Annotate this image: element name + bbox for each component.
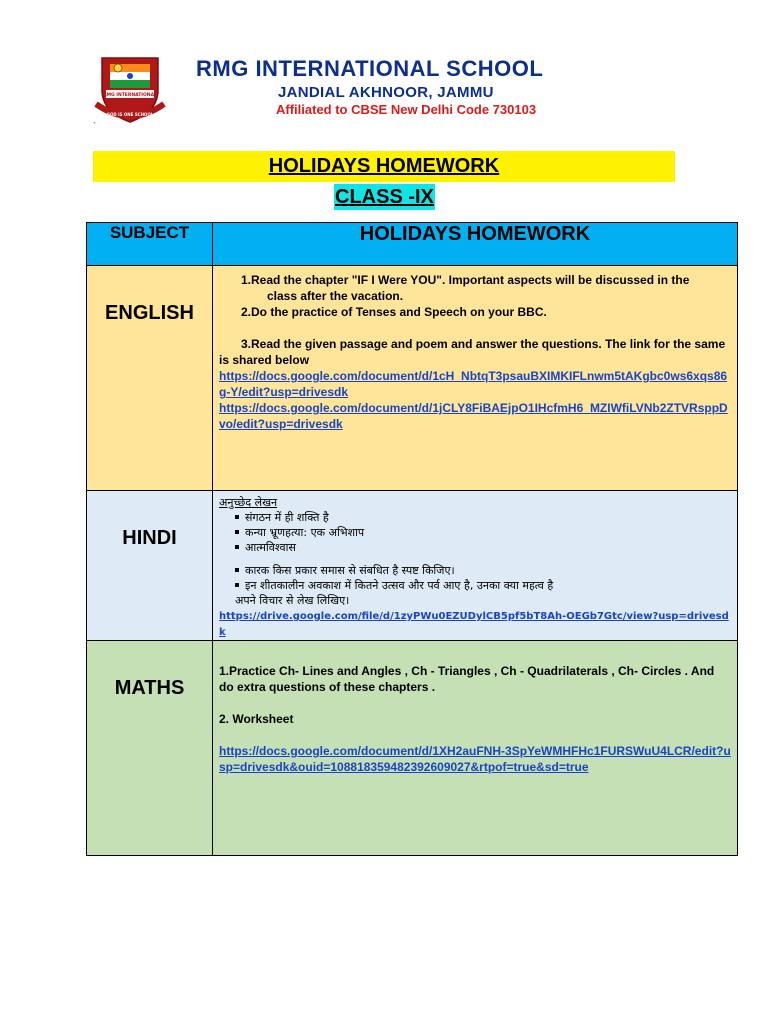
class-label: CLASS -IX [335, 186, 434, 208]
logo-text-bottom: GOD IS ONE SCHOOL [106, 112, 154, 117]
subject-maths: MATHS [87, 641, 213, 856]
hindi-topic: आत्मविश्वास [235, 540, 731, 555]
hindi-question-1: कारक किस प्रकार समास से संबधित है स्पष्ट किजिए। [235, 563, 731, 578]
logo-text-top: RMG INTERNATIONAL [103, 93, 157, 98]
homework-table [86, 222, 738, 856]
page-title: HOLIDAYS HOMEWORK [268, 155, 500, 177]
stray-mark: ` [93, 121, 96, 131]
english-task-1: 1.Read the chapter "IF I Were YOU". Important aspects will be discussed in the [241, 273, 690, 287]
english-link-2[interactable]: https://docs.google.com/document/d/1jCLY8FiBAEjpO1IHcfmH6_MZIWfiLVNb2ZTVRsppDvo/edit?usp=drivesdk [219, 401, 728, 431]
english-link-1[interactable]: https://docs.google.com/document/d/1cH_NbtqT3psauBXIMKIFLnwm5tAKgbc0ws6xqs86g-Y/edit?usp=drivesdk [219, 369, 728, 399]
hindi-question-2: इन शीतकालीन अवकाश में कितने उत्सव और पर्व आए है, उनका क्या महत्व है [235, 578, 731, 593]
hindi-question-2-cont: अपने विचार से लेख लिखिए। [235, 594, 350, 607]
school-header [56, 32, 704, 122]
subject-english: ENGLISH [87, 266, 213, 491]
hindi-heading: अनुच्छेद लेखन [219, 496, 278, 509]
school-address: JANDIAL AKHNOOR, JAMMU [278, 84, 494, 101]
english-homework [213, 266, 738, 491]
table-row-hindi [87, 491, 738, 641]
hindi-topic: कन्या भ्रूणहत्या: एक अभिशाप [235, 525, 731, 540]
subject-hindi: HINDI [87, 491, 213, 641]
maths-task-1: 1.Practice Ch- Lines and Angles , Ch - Triangles , Ch - Quadrilaterals , Ch- Circles . And do extra questions of these chapters . [219, 664, 715, 694]
table-row-english [87, 266, 738, 491]
hindi-link[interactable]: https://drive.google.com/file/d/1zyPWu0EZUDylCB5pf5bT8Ah-OEGb7Gtc/view?usp=drivesdk [219, 611, 729, 638]
hindi-topic: संगठन में ही शक्ति है [235, 510, 731, 525]
maths-link[interactable]: https://docs.google.com/document/d/1XH2auFNH-3SpYeWMHFHc1FURSWuU4LCR/edit?usp=drivesdk&ouid=108818359482392609027&rtpof=true&sd=true [219, 744, 731, 774]
maths-homework [213, 641, 738, 856]
school-name: RMG INTERNATIONAL SCHOOL [196, 56, 544, 81]
hindi-homework [213, 491, 738, 641]
english-task-1-cont: class after the vacation. [267, 289, 404, 303]
school-affiliation: Affiliated to CBSE New Delhi Code 730103 [276, 102, 537, 117]
maths-task-2: 2. Worksheet [219, 712, 294, 726]
table-row-maths [87, 641, 738, 856]
table-header-row [87, 223, 738, 266]
header-homework: HOLIDAYS HOMEWORK [213, 223, 738, 266]
school-logo [92, 52, 168, 124]
english-task-2: 2.Do the practice of Tenses and Speech on your BBC. [241, 305, 547, 319]
header-subject: SUBJECT [87, 223, 213, 266]
english-task-3: 3.Read the given passage and poem and answer the questions. The link for the same is shared below [219, 337, 726, 367]
